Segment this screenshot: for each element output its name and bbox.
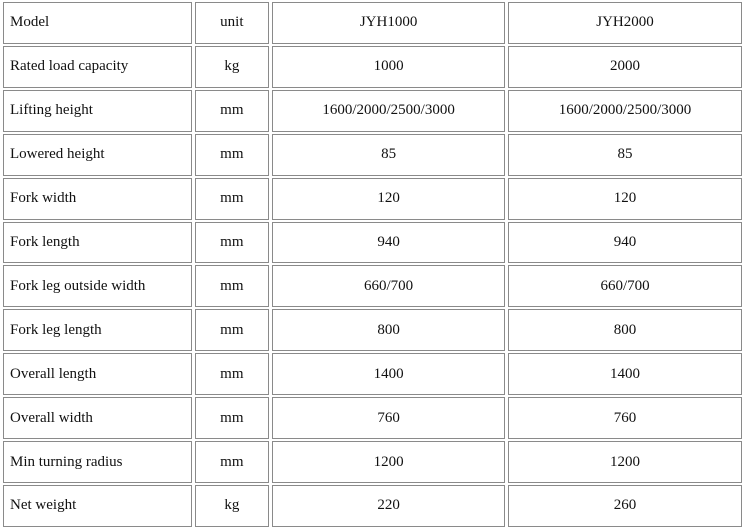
table-row: [3, 441, 742, 483]
unit-cell: mm: [195, 397, 270, 439]
model1-value-cell: 85: [272, 134, 505, 176]
unit-cell: kg: [195, 46, 270, 88]
param-cell: Overall width: [3, 397, 192, 439]
unit-cell: kg: [195, 485, 270, 527]
model2-value-cell: 260: [508, 485, 742, 527]
header-model2-cell: JYH2000: [508, 2, 742, 44]
model2-value-cell: 1600/2000/2500/3000: [508, 90, 742, 132]
unit-cell: mm: [195, 265, 270, 307]
model1-value-cell: 800: [272, 309, 505, 351]
header-model1-cell: JYH1000: [272, 2, 505, 44]
table-row: [3, 309, 742, 351]
table-row: [3, 397, 742, 439]
unit-cell: mm: [195, 441, 270, 483]
model2-value-cell: 940: [508, 222, 742, 264]
param-cell: Fork width: [3, 178, 192, 220]
model1-value-cell: 120: [272, 178, 505, 220]
table-row: [3, 178, 742, 220]
header-param-cell: Model: [3, 2, 192, 44]
table-row: [3, 265, 742, 307]
unit-cell: mm: [195, 178, 270, 220]
model1-value-cell: 660/700: [272, 265, 505, 307]
param-cell: Lowered height: [3, 134, 192, 176]
unit-cell: mm: [195, 353, 270, 395]
model2-value-cell: 1200: [508, 441, 742, 483]
model2-value-cell: 85: [508, 134, 742, 176]
model1-value-cell: 1600/2000/2500/3000: [272, 90, 505, 132]
table-header-row: [3, 2, 742, 44]
model2-value-cell: 800: [508, 309, 742, 351]
param-cell: Min turning radius: [3, 441, 192, 483]
model1-value-cell: 1200: [272, 441, 505, 483]
param-cell: Overall length: [3, 353, 192, 395]
param-cell: Fork leg length: [3, 309, 192, 351]
table-row: [3, 134, 742, 176]
model2-value-cell: 2000: [508, 46, 742, 88]
model2-value-cell: 660/700: [508, 265, 742, 307]
param-cell: Net weight: [3, 485, 192, 527]
param-cell: Fork leg outside width: [3, 265, 192, 307]
table-row: [3, 353, 742, 395]
param-cell: Rated load capacity: [3, 46, 192, 88]
model1-value-cell: 1400: [272, 353, 505, 395]
model1-value-cell: 220: [272, 485, 505, 527]
table-row: [3, 485, 742, 527]
unit-cell: mm: [195, 222, 270, 264]
table-row: [3, 46, 742, 88]
model2-value-cell: 760: [508, 397, 742, 439]
header-unit-cell: unit: [195, 2, 270, 44]
param-cell: Lifting height: [3, 90, 192, 132]
model1-value-cell: 1000: [272, 46, 505, 88]
model1-value-cell: 760: [272, 397, 505, 439]
unit-cell: mm: [195, 134, 270, 176]
table-row: [3, 222, 742, 264]
param-cell: Fork length: [3, 222, 192, 264]
unit-cell: mm: [195, 309, 270, 351]
table-row: [3, 90, 742, 132]
model2-value-cell: 120: [508, 178, 742, 220]
model2-value-cell: 1400: [508, 353, 742, 395]
model1-value-cell: 940: [272, 222, 505, 264]
unit-cell: mm: [195, 90, 270, 132]
